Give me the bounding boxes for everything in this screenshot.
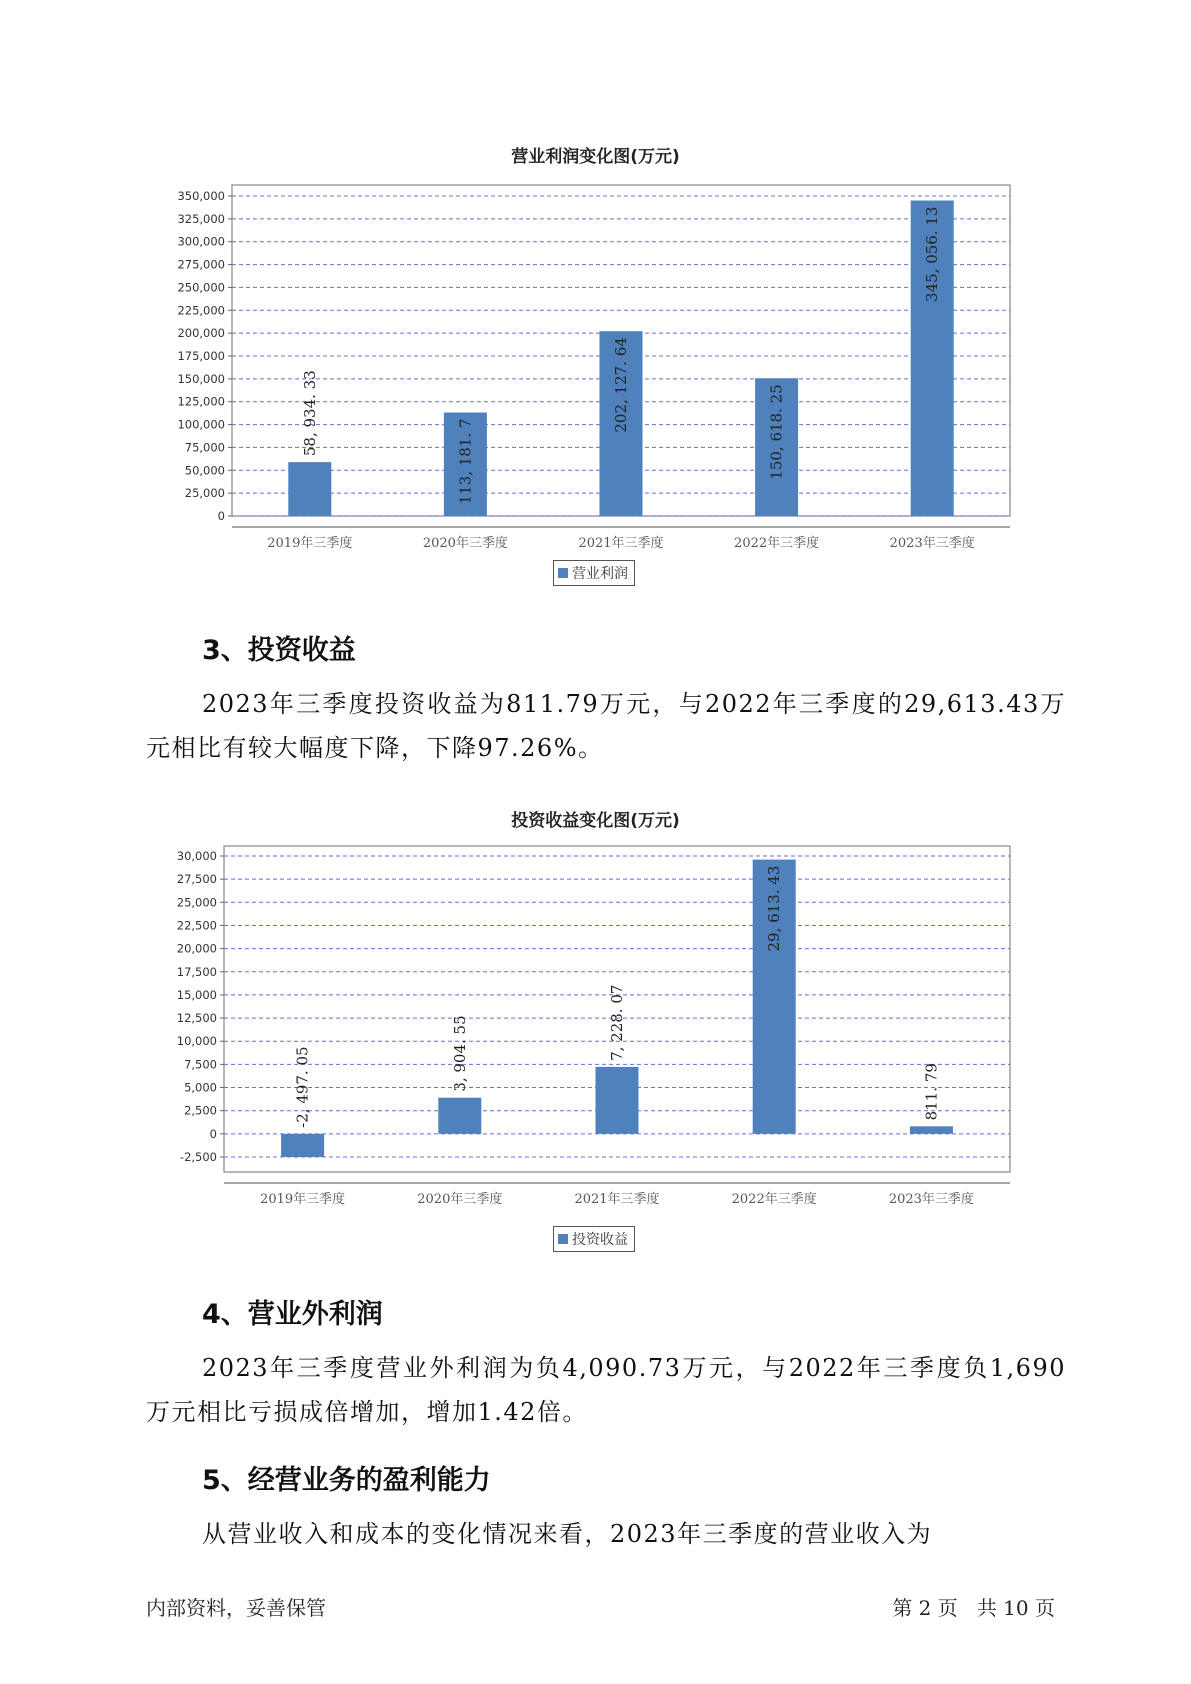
legend-swatch-icon — [558, 1234, 568, 1244]
bar — [910, 1126, 953, 1134]
y-tick-label: 175,000 — [177, 349, 225, 363]
y-tick-label: 7,500 — [184, 1057, 217, 1072]
y-tick-label: 250,000 — [177, 280, 225, 295]
y-tick-label: 12,500 — [176, 1011, 217, 1026]
x-tick-label: 2021年三季度 — [574, 1192, 660, 1207]
y-tick-label: 300,000 — [177, 234, 225, 249]
section-3-paragraph: 2023年三季度投资收益为811.79万元，与2022年三季度的29,613.43万元相比有较大幅度下降，下降97.26%。 — [146, 690, 1066, 762]
x-tick-label: 2019年三季度 — [267, 536, 353, 551]
data-label: 3, 904. 55 — [450, 1015, 469, 1092]
y-tick-label: 20,000 — [176, 941, 217, 956]
y-tick-label: 350,000 — [177, 189, 225, 203]
data-label: 29, 613. 43 — [765, 865, 784, 952]
x-tick-label: 2020年三季度 — [417, 1192, 503, 1207]
y-tick-label: 0 — [209, 1126, 217, 1141]
data-label: -2, 497. 05 — [293, 1046, 312, 1128]
y-tick-label: 25,000 — [184, 486, 225, 501]
data-label: 345, 056. 13 — [923, 206, 942, 302]
x-tick-label: 2022年三季度 — [734, 536, 820, 551]
chart1-title: 营业利润变化图(万元) — [511, 147, 680, 167]
section-4-heading: 4、营业外利润 — [202, 1299, 383, 1330]
bar — [281, 1134, 324, 1157]
y-tick-label: 325,000 — [177, 211, 225, 226]
investment-income-chart — [0, 826, 1191, 1206]
section-3-heading: 3、投资收益 — [202, 635, 356, 666]
section-5-heading: 5、经营业务的盈利能力 — [202, 1465, 491, 1496]
bar — [288, 462, 331, 516]
section-4-paragraph: 2023年三季度营业外利润为负4,090.73万元，与2022年三季度负1,690万元相比亏损成倍增加，增加1.42倍。 — [146, 1354, 1066, 1426]
x-tick-label: 2023年三季度 — [888, 1192, 974, 1207]
data-label: 113, 181. 7 — [456, 418, 475, 505]
y-tick-label: 275,000 — [177, 257, 225, 272]
y-tick-label: 75,000 — [184, 440, 225, 455]
legend-swatch-icon — [558, 568, 568, 578]
y-tick-label: 150,000 — [177, 371, 225, 386]
x-tick-label: 2019年三季度 — [260, 1192, 346, 1207]
data-label: 7, 228. 07 — [608, 984, 626, 1061]
y-tick-label: 50,000 — [184, 463, 225, 478]
y-tick-label: 25,000 — [176, 895, 217, 910]
y-tick-label: 0 — [217, 509, 225, 523]
section-5-paragraph: 从营业收入和成本的变化情况来看，2023年三季度的营业收入为 — [202, 1520, 933, 1548]
y-tick-label: 2,500 — [184, 1103, 217, 1118]
x-tick-label: 2020年三季度 — [422, 536, 508, 551]
data-label: 150, 618. 25 — [767, 384, 786, 480]
y-tick-label: -2,500 — [179, 1150, 217, 1164]
y-tick-label: 125,000 — [177, 394, 225, 409]
y-tick-label: 30,000 — [176, 849, 217, 863]
x-tick-label: 2021年三季度 — [578, 536, 664, 551]
footer-page-number: 第 2 页 共 10 页 — [892, 1596, 1055, 1620]
footer-confidential: 内部资料，妥善保管 — [146, 1596, 326, 1620]
chart1-legend — [553, 560, 635, 586]
y-tick-label: 17,500 — [176, 964, 217, 979]
chart2-title: 投资收益变化图(万元) — [511, 811, 680, 831]
chart1-legend-label: 营业利润 — [572, 566, 628, 582]
data-label: 202, 127. 64 — [612, 337, 630, 433]
y-tick-label: 10,000 — [176, 1034, 217, 1049]
chart2-legend — [553, 1226, 635, 1252]
y-tick-label: 15,000 — [176, 987, 217, 1002]
data-label: 58, 934. 33 — [300, 370, 319, 457]
x-tick-label: 2022年三季度 — [731, 1192, 817, 1207]
y-tick-label: 225,000 — [177, 303, 225, 318]
y-tick-label: 100,000 — [177, 417, 225, 432]
operating-profit-chart — [0, 160, 1191, 551]
chart2-legend-label: 投资收益 — [572, 1232, 628, 1248]
y-tick-label: 22,500 — [176, 918, 217, 933]
y-tick-label: 27,500 — [176, 872, 217, 887]
bar — [438, 1098, 481, 1134]
data-label: 811. 79 — [922, 1063, 941, 1121]
y-tick-label: 200,000 — [177, 326, 225, 341]
x-tick-label: 2023年三季度 — [889, 536, 975, 551]
y-tick-label: 5,000 — [184, 1080, 217, 1095]
bar — [596, 1067, 639, 1134]
